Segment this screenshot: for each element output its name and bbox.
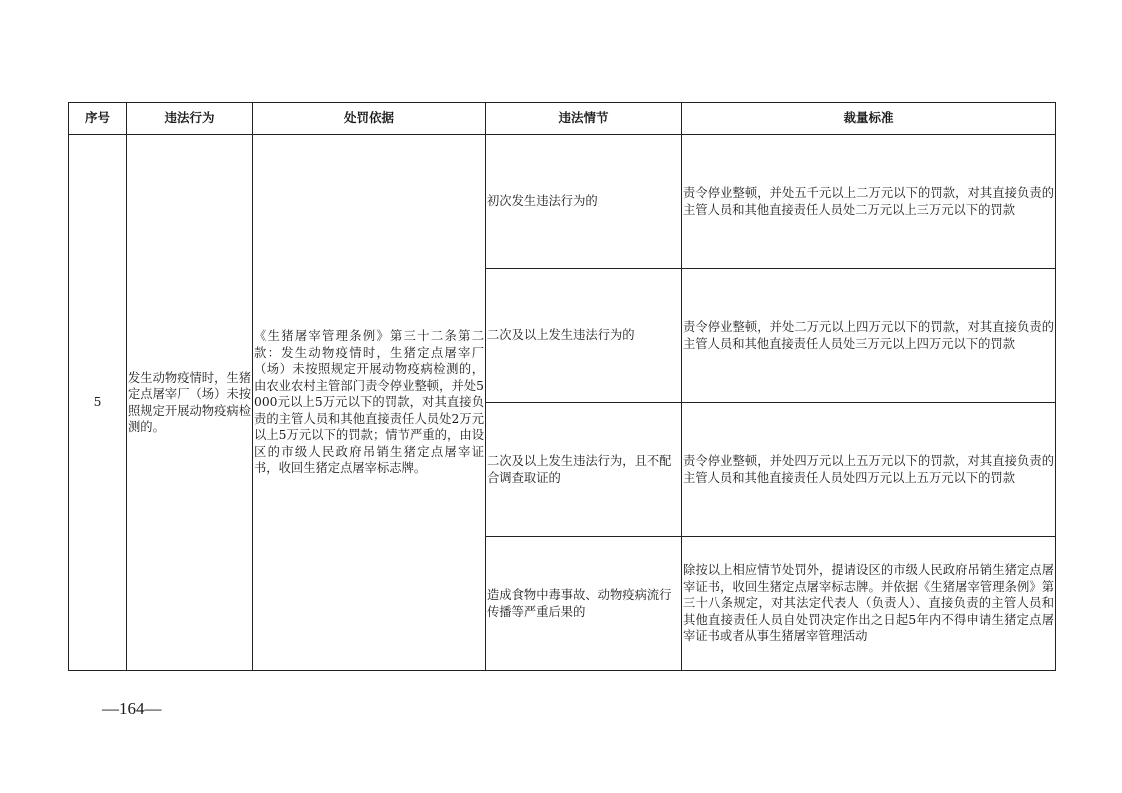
header-seq: 序号 xyxy=(69,103,127,135)
header-basis: 处罚依据 xyxy=(253,103,486,135)
table-header-row xyxy=(69,103,1056,135)
cell-circumstance: 造成食物中毒事故、动物疫病流行传播等严重后果的 xyxy=(486,537,682,671)
cell-standard: 责令停业整顿，并处四万元以上五万元以下的罚款，对其直接负责的主管人员和其他直接责任人员处四万元以上五万元以下的罚款 xyxy=(682,403,1056,537)
cell-standard: 责令停业整顿，并处二万元以上四万元以下的罚款，对其直接负责的主管人员和其他直接责任人员处三万元以上四万元以下的罚款 xyxy=(682,269,1056,403)
table-row xyxy=(69,135,1056,269)
cell-standard: 除按以上相应情节处罚外，提请设区的市级人民政府吊销生猪定点屠宰证书，收回生猪定点屠宰标志牌。并依据《生猪屠宰管理条例》第三十八条规定，对其法定代表人（负责人）、直接负责的主管人员和其他直接责任人员自处罚决定作出之日起5年内不得申请生猪定点屠宰证书或者从事生猪屠宰管理活动 xyxy=(682,537,1056,671)
cell-seq: 5 xyxy=(69,135,127,671)
cell-circumstance: 二次及以上发生违法行为，且不配合调查取证的 xyxy=(486,403,682,537)
header-standard: 裁量标准 xyxy=(682,103,1056,135)
header-behavior: 违法行为 xyxy=(127,103,253,135)
penalty-table xyxy=(68,102,1056,671)
cell-circumstance: 二次及以上发生违法行为的 xyxy=(486,269,682,403)
cell-circumstance: 初次发生违法行为的 xyxy=(486,135,682,269)
page-number: —164— xyxy=(102,699,162,718)
cell-behavior: 发生动物疫情时，生猪定点屠宰厂（场）未按照规定开展动物疫病检测的。 xyxy=(127,135,253,671)
cell-standard: 责令停业整顿，并处五千元以上二万元以下的罚款，对其直接负责的主管人员和其他直接责任人员处二万元以上三万元以下的罚款 xyxy=(682,135,1056,269)
header-circumstance: 违法情节 xyxy=(486,103,682,135)
cell-basis: 《生猪屠宰管理条例》第三十二条第二款：发生动物疫情时，生猪定点屠宰厂（场）未按照规定开展动物疫病检测的，由农业农村主管部门责令停业整顿，并处5000元以上5万元以下的罚款，对其直接负责的主管人员和其他直接责任人员处2万元以上5万元以下的罚款；情节严重的，由设区的市级人民政府吊销生猪定点屠宰证书，收回生猪定点屠宰标志牌。 xyxy=(253,135,486,671)
